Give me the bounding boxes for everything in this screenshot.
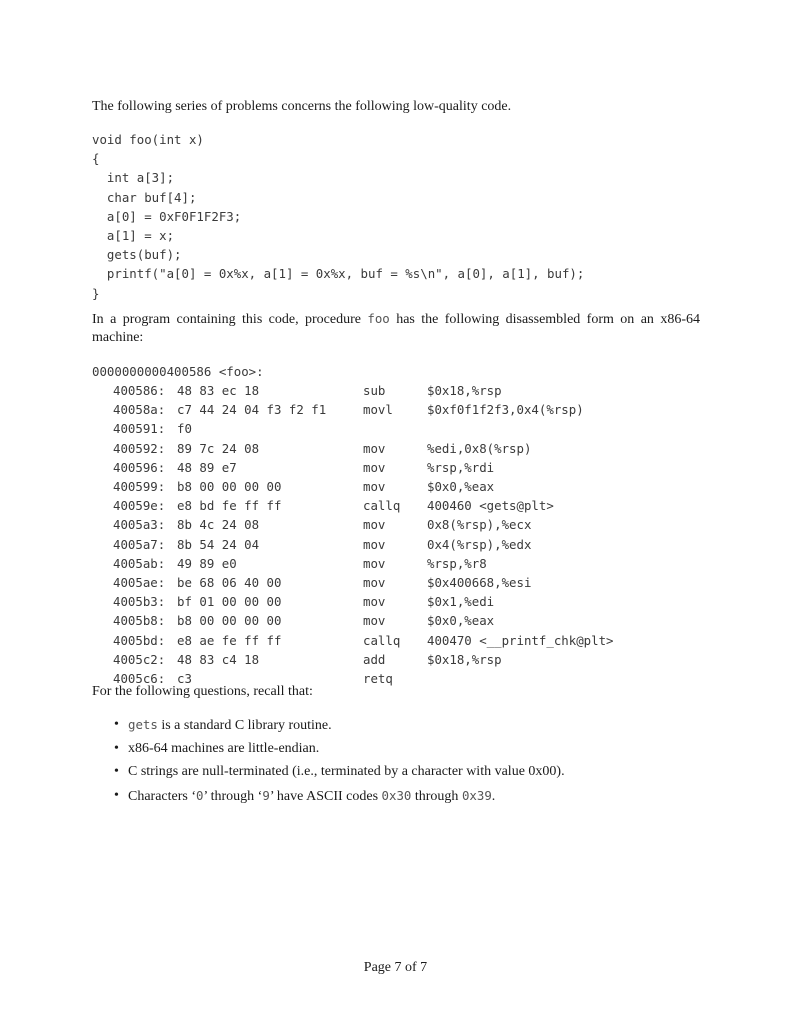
instruction-address: 40058a: xyxy=(113,402,166,418)
disassembly-intro-paragraph xyxy=(92,310,700,347)
list-item-text: ’ through ‘ xyxy=(203,788,263,804)
instruction-address: 4005a3: xyxy=(113,517,166,533)
list-item-text: x86-64 machines are little-endian. xyxy=(128,740,320,756)
instruction-address: 400591: xyxy=(113,421,166,437)
disassembly-row xyxy=(113,458,614,477)
instruction-operands: $0xf0f1f2f3,0x4(%rsp) xyxy=(427,402,584,418)
recall-list-item xyxy=(114,787,565,811)
bullet-icon: • xyxy=(114,740,119,756)
instruction-mnemonic: mov xyxy=(363,613,386,629)
instruction-bytes: 8b 4c 24 08 xyxy=(177,517,260,533)
instruction-operands: 400460 <gets@plt> xyxy=(427,498,554,514)
instruction-bytes: e8 ae fe ff ff xyxy=(177,632,282,648)
instruction-mnemonic: sub xyxy=(363,383,386,398)
inline-code: gets xyxy=(128,717,158,732)
instruction-operands: $0x18,%rsp xyxy=(427,383,502,398)
instruction-operands: 400470 <__printf_chk@plt> xyxy=(427,632,614,648)
instruction-operands: $0x400668,%esi xyxy=(427,575,532,591)
instruction-address: 4005b3: xyxy=(113,594,166,610)
inline-code: 0 xyxy=(196,787,204,803)
instruction-mnemonic: mov xyxy=(363,536,386,552)
code-line: a[1] = x; xyxy=(92,228,175,244)
disassembly-row xyxy=(113,611,614,630)
instruction-bytes: 48 83 c4 18 xyxy=(177,651,260,667)
recall-list-item xyxy=(114,740,565,764)
instruction-operands xyxy=(427,669,614,688)
bullet-icon: • xyxy=(114,787,119,803)
disassembly-row xyxy=(113,496,614,515)
disassembly-row xyxy=(113,650,614,669)
instruction-mnemonic: mov xyxy=(363,575,386,591)
instruction-mnemonic xyxy=(363,419,427,438)
instruction-operands: %edi,0x8(%rsp) xyxy=(427,440,532,456)
code-line: gets(buf); xyxy=(92,247,182,263)
paragraph-text: In a program containing this code, procedure xyxy=(92,312,368,327)
instruction-mnemonic: mov xyxy=(363,594,386,610)
list-item-text: ’ have ASCII codes xyxy=(269,788,382,804)
instruction-mnemonic: callq xyxy=(363,632,401,648)
instruction-bytes: b8 00 00 00 00 xyxy=(177,479,282,495)
code-line: { xyxy=(92,151,100,167)
instruction-operands: %rsp,%rdi xyxy=(427,459,495,475)
inline-code: 9 xyxy=(262,787,270,803)
instruction-bytes: be 68 06 40 00 xyxy=(177,575,282,591)
recall-list-item xyxy=(114,763,565,787)
instruction-bytes: 8b 54 24 04 xyxy=(177,536,260,552)
page-number: Page 7 of 7 xyxy=(363,960,428,975)
disassembly-row xyxy=(113,477,614,496)
instruction-operands: $0x1,%edi xyxy=(427,594,495,610)
instruction-mnemonic: mov xyxy=(363,517,386,533)
disassembly-row xyxy=(113,554,614,573)
instruction-address: 4005c2: xyxy=(113,651,166,667)
recall-list xyxy=(114,716,565,810)
list-item-text: through xyxy=(411,788,462,804)
instruction-address: 4005ab: xyxy=(113,555,166,571)
instruction-bytes: f0 xyxy=(177,421,192,437)
disassembly-row xyxy=(113,400,614,419)
instruction-mnemonic: mov xyxy=(363,459,386,475)
code-line: char buf[4]; xyxy=(92,189,197,205)
instruction-bytes: b8 00 00 00 00 xyxy=(177,613,282,629)
intro-paragraph: The following series of problems concerns the following low-quality code. xyxy=(92,99,512,114)
instruction-bytes: c3 xyxy=(177,671,192,687)
c-code-listing xyxy=(92,130,584,303)
disassembly-row xyxy=(113,631,614,650)
disassembly-row xyxy=(113,419,614,438)
list-item-text: . xyxy=(491,788,496,804)
instruction-mnemonic: mov xyxy=(363,479,386,495)
code-line: a[0] = 0xF0F1F2F3; xyxy=(92,208,242,224)
disassembly-row xyxy=(113,439,614,458)
recall-list-item xyxy=(114,716,565,740)
list-item-text: C strings are null-terminated (i.e., terminated by a character with value 0x00). xyxy=(128,764,565,779)
instruction-operands: 0x4(%rsp),%edx xyxy=(427,536,532,552)
code-line: void foo(int x) xyxy=(92,132,204,147)
instruction-bytes: 89 7c 24 08 xyxy=(177,440,260,456)
instruction-operands xyxy=(427,419,614,438)
disassembly-row xyxy=(113,573,614,592)
function-name-code: foo xyxy=(367,311,390,326)
instruction-mnemonic: mov xyxy=(363,555,386,571)
instruction-address: 4005b8: xyxy=(113,613,166,629)
code-line: } xyxy=(92,285,100,301)
paragraph-text: has the following disassembled form on an x86-64 machine: xyxy=(92,312,701,345)
instruction-address: 4005a7: xyxy=(113,536,166,552)
list-item-text: is a standard C library routine. xyxy=(157,718,332,733)
inline-code: 0x30 xyxy=(381,787,412,803)
instruction-mnemonic: retq xyxy=(363,671,393,687)
instruction-operands: $0x0,%eax xyxy=(427,613,495,629)
instruction-bytes: 48 83 ec 18 xyxy=(177,383,260,398)
instruction-address: 400592: xyxy=(113,440,166,456)
instruction-mnemonic: movl xyxy=(363,402,393,418)
instruction-address: 4005bd: xyxy=(113,632,166,648)
instruction-address: 40059e: xyxy=(113,498,166,514)
disassembly-row xyxy=(113,535,614,554)
instruction-bytes: c7 44 24 04 f3 f2 f1 xyxy=(177,402,327,418)
disassembly-row xyxy=(113,381,614,400)
disassembly-table xyxy=(113,381,614,688)
instruction-address: 4005ae: xyxy=(113,575,166,591)
disassembly-row xyxy=(113,592,614,611)
inline-code: 0x39 xyxy=(461,787,492,803)
code-line: printf("a[0] = 0x%x, a[1] = 0x%x, buf = %s\n", a[0], a[1], buf); xyxy=(92,266,585,282)
bullet-icon: • xyxy=(114,764,119,779)
instruction-operands: %rsp,%r8 xyxy=(427,555,487,571)
disassembly-header: 0000000000400586 <foo>: xyxy=(92,364,264,379)
disassembly-row xyxy=(113,515,614,534)
instruction-bytes: bf 01 00 00 00 xyxy=(177,594,282,610)
instruction-operands: $0x18,%rsp xyxy=(427,651,502,667)
instruction-mnemonic: mov xyxy=(363,440,386,456)
instruction-operands: $0x0,%eax xyxy=(427,479,495,495)
instruction-address: 400599: xyxy=(113,479,166,495)
instruction-address: 400586: xyxy=(113,383,166,398)
instruction-address: 4005c6: xyxy=(113,671,166,687)
instruction-bytes: e8 bd fe ff ff xyxy=(177,498,282,514)
instruction-operands: 0x8(%rsp),%ecx xyxy=(427,517,532,533)
bullet-icon: • xyxy=(114,717,119,732)
instruction-mnemonic: callq xyxy=(363,498,401,514)
list-item-text: Characters ‘ xyxy=(128,788,197,804)
recall-paragraph: For the following questions, recall that: xyxy=(92,684,313,699)
instruction-bytes: 49 89 e0 xyxy=(177,555,237,571)
instruction-address: 400596: xyxy=(113,459,166,475)
code-line: int a[3]; xyxy=(92,170,175,186)
instruction-bytes: 48 89 e7 xyxy=(177,459,237,475)
instruction-mnemonic: add xyxy=(363,651,386,667)
